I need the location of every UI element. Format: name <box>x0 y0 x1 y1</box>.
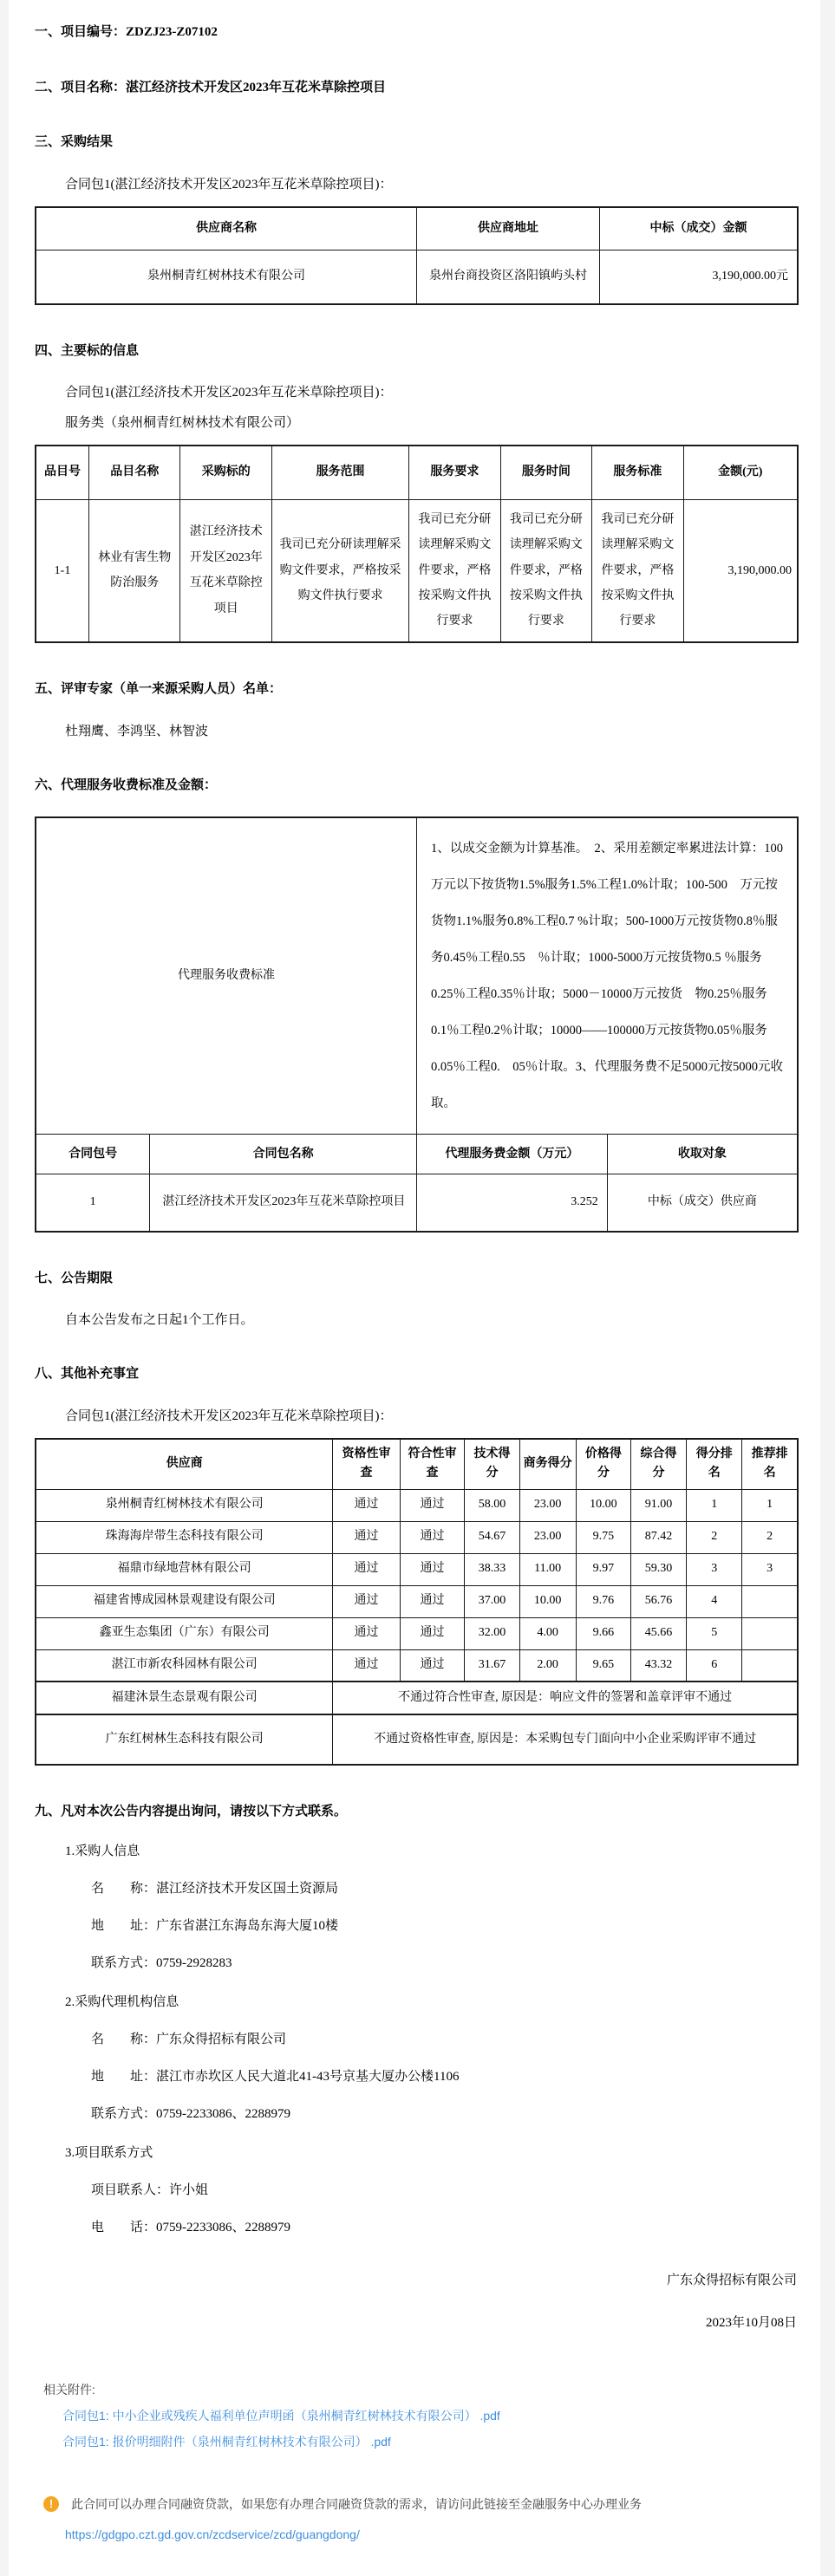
attachment-link-quotation-pdf[interactable]: 合同包1: 报价明细附件（泉州桐青红树林技术有限公司） .pdf <box>62 2435 391 2449</box>
score-rank-cell: 1 <box>687 1489 742 1521</box>
project-contact-phone: 电 话：0759-2233086、2288979 <box>91 2221 290 2235</box>
agency-info-label: 2.采购代理机构信息 <box>65 1995 179 2010</box>
table-row <box>36 1585 798 1617</box>
contract-package-intro: 合同包1(湛江经济技术开发区2023年互花米草除控项目)： <box>65 1408 393 1423</box>
table-header-cell: 价格得分 <box>576 1439 630 1489</box>
attachment-link-declaration-pdf[interactable]: 合同包1: 中小企业或残疾人福利单位声明函（泉州桐青红树林技术有限公司） .pdf <box>62 2409 500 2423</box>
table-header-cell: 服务范围 <box>271 446 408 499</box>
item-no-cell: 1-1 <box>36 499 89 642</box>
tech-score-cell: 58.00 <box>465 1489 519 1521</box>
procurement-target-cell: 湛江经济技术开发区2023年互花米草除控项目 <box>180 499 271 642</box>
table-row <box>36 1682 798 1714</box>
award-amount-cell: 3,190,000.00元 <box>599 250 798 304</box>
table-header-cell: 综合得分 <box>630 1439 686 1489</box>
conformity-cell: 通过 <box>400 1553 465 1585</box>
biz-score-cell: 11.00 <box>519 1553 576 1585</box>
score-rank-cell: 4 <box>687 1585 742 1617</box>
service-scope-cell: 我司已充分研读理解采购文件要求，严格按采购文件执行要求 <box>271 499 408 642</box>
total-score-cell: 43.32 <box>630 1649 686 1682</box>
table-header-cell: 中标（成交）金额 <box>599 207 798 250</box>
supplier-name-cell: 鑫亚生态集团（广东）有限公司 <box>36 1617 333 1649</box>
tech-score-cell: 37.00 <box>465 1585 519 1617</box>
supplier-name-cell: 湛江市新农科园林有限公司 <box>36 1649 333 1682</box>
table-header-cell: 金额(元) <box>683 446 798 499</box>
table-row <box>36 1521 798 1553</box>
section-project-number-heading: 一、项目编号：ZDZJ23-Z07102 <box>35 25 218 39</box>
purchaser-name: 名 称：湛江经济技术开发区国土资源局 <box>91 1882 339 1896</box>
conformity-cell: 通过 <box>400 1521 465 1553</box>
agency-contact: 联系方式：0759-2233086、2288979 <box>91 2107 290 2122</box>
qualification-cell: 通过 <box>333 1489 400 1521</box>
table-header-cell: 符合性审查 <box>400 1439 465 1489</box>
table-header-cell: 供应商 <box>36 1439 333 1489</box>
section-procurement-result-heading: 三、采购结果 <box>35 135 114 149</box>
qualification-cell: 通过 <box>333 1585 400 1617</box>
supplier-name-cell: 福鼎市绿地营林有限公司 <box>36 1553 333 1585</box>
finance-notice <box>43 2495 799 2514</box>
supplier-name-cell: 泉州桐青红树林技术有限公司 <box>36 1489 333 1521</box>
supplier-name-cell: 泉州桐青红树林技术有限公司 <box>36 250 417 304</box>
footer <box>35 2381 799 2541</box>
section-other-matters-heading: 八、其他补充事宜 <box>35 1367 140 1382</box>
recommend-rank-cell: 3 <box>742 1553 798 1585</box>
table-header-cell: 供应商名称 <box>36 207 417 250</box>
supplier-name-cell: 福建沐景生态景观有限公司 <box>36 1682 333 1714</box>
purchaser-contact: 联系方式：0759-2928283 <box>91 1956 232 1971</box>
score-rank-cell: 6 <box>687 1649 742 1682</box>
expert-names: 杜翔鹰、李鸿坚、林智波 <box>65 724 209 738</box>
price-score-cell: 9.75 <box>576 1521 630 1553</box>
section-contact-heading: 九、凡对本次公告内容提出询问，请按以下方式联系。 <box>35 1804 348 1818</box>
qualification-cell: 通过 <box>333 1617 400 1649</box>
table-header-cell: 合同包名称 <box>150 1135 417 1174</box>
price-score-cell: 9.66 <box>576 1617 630 1649</box>
item-name-cell: 林业有害生物防治服务 <box>89 499 180 642</box>
recommend-rank-cell <box>742 1649 798 1682</box>
table-header-row <box>36 1439 798 1489</box>
conformity-cell: 通过 <box>400 1617 465 1649</box>
table-header-cell: 品目号 <box>36 446 89 499</box>
purchaser-address: 地 址：广东省湛江东海岛东海大厦10楼 <box>91 1919 339 1934</box>
table-header-cell: 得分排名 <box>687 1439 742 1489</box>
section-experts-heading: 五、评审专家（单一来源采购人员）名单： <box>35 682 283 696</box>
table-row <box>36 1649 798 1682</box>
fail-reason-cell: 不通过资格性审查, 原因是：本采购包专门面向中小企业采购评审不通过 <box>333 1714 798 1765</box>
review-table <box>35 1438 799 1766</box>
section-project-name-heading: 二、项目名称：湛江经济技术开发区2023年互花米草除控项目 <box>35 80 387 94</box>
biz-score-cell: 4.00 <box>519 1617 576 1649</box>
table-header-cell: 采购标的 <box>180 446 271 499</box>
table-row <box>36 817 798 1135</box>
recommend-rank-cell <box>742 1585 798 1617</box>
table-row <box>36 1714 798 1765</box>
service-time-cell: 我司已充分研读理解采购文件要求，严格按采购文件执行要求 <box>500 499 591 642</box>
price-score-cell: 9.76 <box>576 1585 630 1617</box>
table-row <box>36 1174 798 1232</box>
recommend-rank-cell: 1 <box>742 1489 798 1521</box>
contract-package-intro: 合同包1(湛江经济技术开发区2023年互花米草除控项目)： <box>65 177 393 192</box>
recommend-rank-cell: 2 <box>742 1521 798 1553</box>
finance-notice-text: 此合同可以办理合同融资贷款，如果您有办理合同融资贷款的需求，请访问此链接至金融服务中心办理业务 <box>71 2497 642 2512</box>
table-header-cell: 技术得分 <box>465 1439 519 1489</box>
table-header-cell: 服务标准 <box>592 446 683 499</box>
signature-date: 2023年10月08日 <box>705 2316 797 2331</box>
conformity-cell: 通过 <box>400 1489 465 1521</box>
biz-score-cell: 23.00 <box>519 1489 576 1521</box>
table-header-cell: 供应商地址 <box>417 207 600 250</box>
agency-fee-cell: 3.252 <box>416 1174 607 1232</box>
biz-score-cell: 10.00 <box>519 1585 576 1617</box>
table-header-cell: 收取对象 <box>607 1135 798 1174</box>
agency-address: 地 址：湛江市赤坎区人民大道北41-43号京基大厦办公楼1106 <box>91 2070 460 2085</box>
table-header-cell: 合同包号 <box>36 1135 150 1174</box>
project-contact-label: 3.项目联系方式 <box>65 2146 153 2161</box>
service-class-subtitle: 服务类（泉州桐青红树林技术有限公司） <box>65 416 300 430</box>
score-rank-cell: 5 <box>687 1617 742 1649</box>
payer-cell: 中标（成交）供应商 <box>607 1174 798 1232</box>
price-score-cell: 9.97 <box>576 1553 630 1585</box>
tech-score-cell: 54.67 <box>465 1521 519 1553</box>
score-rank-cell: 2 <box>687 1521 742 1553</box>
conformity-cell: 通过 <box>400 1585 465 1617</box>
qualification-cell: 通过 <box>333 1649 400 1682</box>
table-header-cell: 资格性审查 <box>333 1439 400 1489</box>
table-header-cell: 商务得分 <box>519 1439 576 1489</box>
section-agency-fee-heading: 六、代理服务收费标准及金额： <box>35 777 218 792</box>
recommend-rank-cell <box>742 1617 798 1649</box>
service-requirement-cell: 我司已充分研读理解采购文件要求，严格按采购文件执行要求 <box>409 499 500 642</box>
table-row <box>36 1617 798 1649</box>
agency-name: 名 称：广东众得招标有限公司 <box>91 2033 287 2047</box>
table-row <box>36 1489 798 1521</box>
result-table <box>35 206 799 305</box>
qualification-cell: 通过 <box>333 1521 400 1553</box>
contract-package-intro: 合同包1(湛江经济技术开发区2023年互花米草除控项目)： <box>65 386 393 400</box>
announcement-period-body: 自本公告发布之日起1个工作日。 <box>65 1313 254 1328</box>
tech-score-cell: 38.33 <box>465 1553 519 1585</box>
signature-org: 广东众得招标有限公司 <box>666 2274 797 2288</box>
fee-table <box>35 816 799 1233</box>
tech-score-cell: 31.67 <box>465 1649 519 1682</box>
table-header-row <box>36 446 798 499</box>
supplier-name-cell: 珠海海岸带生态科技有限公司 <box>36 1521 333 1553</box>
project-contact-person: 项目联系人：许小姐 <box>91 2183 209 2198</box>
item-table <box>35 445 799 643</box>
warning-icon: ! <box>43 2496 59 2512</box>
table-header-row <box>36 1135 798 1174</box>
supplier-name-cell: 广东红树林生态科技有限公司 <box>36 1714 333 1765</box>
total-score-cell: 87.42 <box>630 1521 686 1553</box>
total-score-cell: 91.00 <box>630 1489 686 1521</box>
table-row <box>36 250 798 304</box>
purchaser-info-label: 1.采购人信息 <box>65 1844 140 1859</box>
table-header-cell: 服务要求 <box>409 446 500 499</box>
fee-standard-label-cell: 代理服务收费标准 <box>36 817 416 1135</box>
supplier-name-cell: 福建省博成园林景观建设有限公司 <box>36 1585 333 1617</box>
service-standard-cell: 我司已充分研读理解采购文件要求，严格按采购文件执行要求 <box>592 499 683 642</box>
package-name-cell: 湛江经济技术开发区2023年互花米草除控项目 <box>150 1174 417 1232</box>
total-score-cell: 59.30 <box>630 1553 686 1585</box>
fee-standard-text-cell: 1、以成交金额为计算基准。 2、采用差额定率累进法计算：100万元以下按货物1.5%服务1.5%工程1.0%计取；100-500 万元按货物1.1%服务0.8%工程0.7 %计取；500-1000万元按货物0.8％服务0.45％工程0.55 ％计取；1000-5000万元按货物0.5 ％服务0.25％工程0.35％计取；5000－10000万元按货 物0.25％服务0.1％工程0.2％计取；10000——100000万元按货物0.05％服务0.05％工程0. 05％计取。3、代理服务费不足5000元按5000元收取。 <box>416 817 798 1135</box>
qualification-cell: 通过 <box>333 1553 400 1585</box>
table-header-row <box>36 207 798 250</box>
table-row <box>36 499 798 642</box>
section-main-subject-heading: 四、主要标的信息 <box>35 343 140 358</box>
fail-reason-cell: 不通过符合性审查, 原因是：响应文件的签署和盖章评审不通过 <box>333 1682 798 1714</box>
score-rank-cell: 3 <box>687 1553 742 1585</box>
item-amount-cell: 3,190,000.00 <box>683 499 798 642</box>
package-no-cell: 1 <box>36 1174 150 1232</box>
table-header-cell: 服务时间 <box>500 446 591 499</box>
biz-score-cell: 2.00 <box>519 1649 576 1682</box>
attachments-title: 相关附件: <box>43 2383 95 2397</box>
total-score-cell: 56.76 <box>630 1585 686 1617</box>
table-row <box>36 1553 798 1585</box>
tech-score-cell: 32.00 <box>465 1617 519 1649</box>
price-score-cell: 10.00 <box>576 1489 630 1521</box>
conformity-cell: 通过 <box>400 1649 465 1682</box>
total-score-cell: 45.66 <box>630 1617 686 1649</box>
announcement-page <box>9 0 820 2576</box>
section-announcement-period-heading: 七、公告期限 <box>35 1271 114 1285</box>
biz-score-cell: 23.00 <box>519 1521 576 1553</box>
finance-service-link[interactable]: https://gdgpo.czt.gd.gov.cn/zcdservice/zcd/guangdong/ <box>65 2527 360 2542</box>
table-header-cell: 品目名称 <box>89 446 180 499</box>
table-header-cell: 代理服务费金额（万元） <box>416 1135 607 1174</box>
supplier-address-cell: 泉州台商投资区洛阳镇屿头村 <box>417 250 600 304</box>
price-score-cell: 9.65 <box>576 1649 630 1682</box>
table-header-cell: 推荐排名 <box>742 1439 798 1489</box>
